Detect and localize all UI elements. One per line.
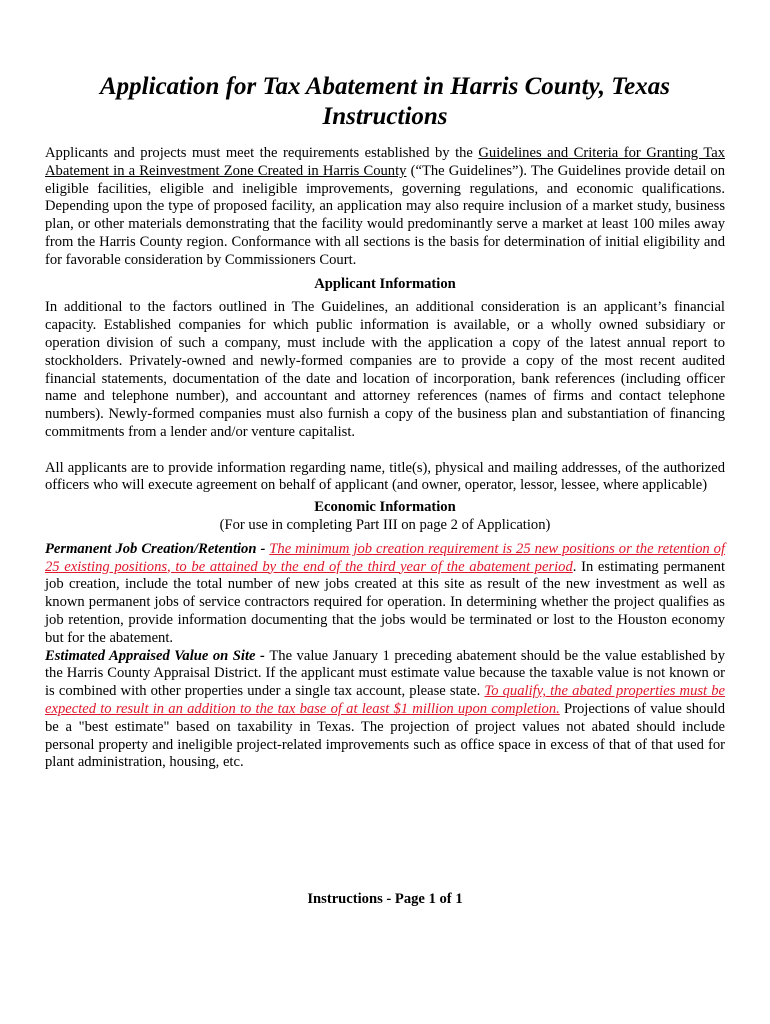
appraised-value-body-before: The value January 1 preceding abatement should be the value established by the Harris County Appraisal District. If the applicant must estimate value because the taxable value is not known or is combined with other properties under a single tax account, please state. [45, 647, 725, 700]
job-creation-deadline: to be attained by the end of the third year of the abatement period [175, 558, 573, 575]
job-creation-body: . In estimating permanent job creation, include the total number of new jobs created at this site as result of the new investment as well as known permanent jobs of service contractors required for operation. In determining whether the project qualifies as job retention, provide information documenting that the jobs would be terminated or lost to the Houston economy but for the abatement. [45, 558, 725, 646]
intro-paragraph [45, 145, 725, 270]
document-title: Application for Tax Abatement in Harris County, Texas [100, 73, 670, 100]
appraised-value-paragraph [45, 648, 725, 773]
applicant-paragraph-financial: In additional to the factors outlined in The Guidelines, an additional consideration is an applicant’s financial capacity. Established companies for which public information is available, or a wholly owned subsidiary or operation division of such a company, must include with the application a copy of the latest annual report to stockholders. Privately-owned and newly-formed companies are to provide a copy of the most recent audited financial statements, documentation of the date and location of incorporation, bank references (including officer name and telephone number), and accountant and attorney references (names of firms and contact telephone numbers). Newly-formed companies must also furnish a copy of the business plan and substantiation of financing commitments from a lender and/or venture capitalist. [45, 299, 725, 440]
paragraph-gap [45, 442, 725, 460]
applicant-information-heading: Applicant Information [314, 275, 456, 292]
economic-information-subheading: (For use in completing Part III on page 2 of Application) [219, 516, 551, 533]
document-page [45, 72, 725, 772]
applicant-paragraph-officers: All applicants are to provide information regarding name, title(s), physical and mailing addresses, of the authorized officers who will execute agreement on behalf of applicant (and owner, operator, lessor, lessee, where applicable) [45, 459, 725, 494]
job-creation-requirement: The minimum job creation requirement is 25 new positions or the retention of 25 existing positions [45, 540, 725, 575]
page-footer: Instructions - Page 1 of 1 [307, 891, 463, 907]
appraised-value-body-after: Projections of value should be a "best estimate" based on taxability in Texas. The projection of project values not abated should include personal property and ineligible project-related improvements such as office space in excess of that of that used for plant administration, housing, etc. [45, 700, 725, 771]
job-creation-lead: Permanent Job Creation/Retention - [45, 540, 270, 557]
intro-text-after-link: (“The Guidelines”). The Guidelines provide detail on eligible facilities, eligible and ineligible improvements, governing regulations, and economic qualifications. Depending upon the type of proposed facility, an application may also require inclusion of a market study, business plan, or other materials demonstrating that the facility would predominantly serve a market at least 100 miles away from the Harris County region. Conformance with all sections is the basis for determination of initial eligibility and for favorable consideration by Commissioners Court. [45, 162, 725, 268]
appraised-value-lead: Estimated Appraised Value on Site - [45, 647, 270, 664]
guidelines-link[interactable]: Guidelines and Criteria for Granting Tax Abatement in a Reinvestment Zone Created in Harris County [45, 145, 725, 179]
title-block [45, 72, 725, 132]
intro-text-before-link: Applicants and projects must meet the requirements established by the [45, 145, 479, 161]
document-subtitle: Instructions [322, 103, 448, 130]
economic-information-heading: Economic Information [314, 499, 456, 516]
job-creation-paragraph [45, 541, 725, 648]
job-creation-separator: , [167, 558, 176, 575]
appraised-value-requirement: To qualify, the abated properties must be expected to result in an addition to the tax base of at least $1 million upon completion. [45, 683, 725, 717]
